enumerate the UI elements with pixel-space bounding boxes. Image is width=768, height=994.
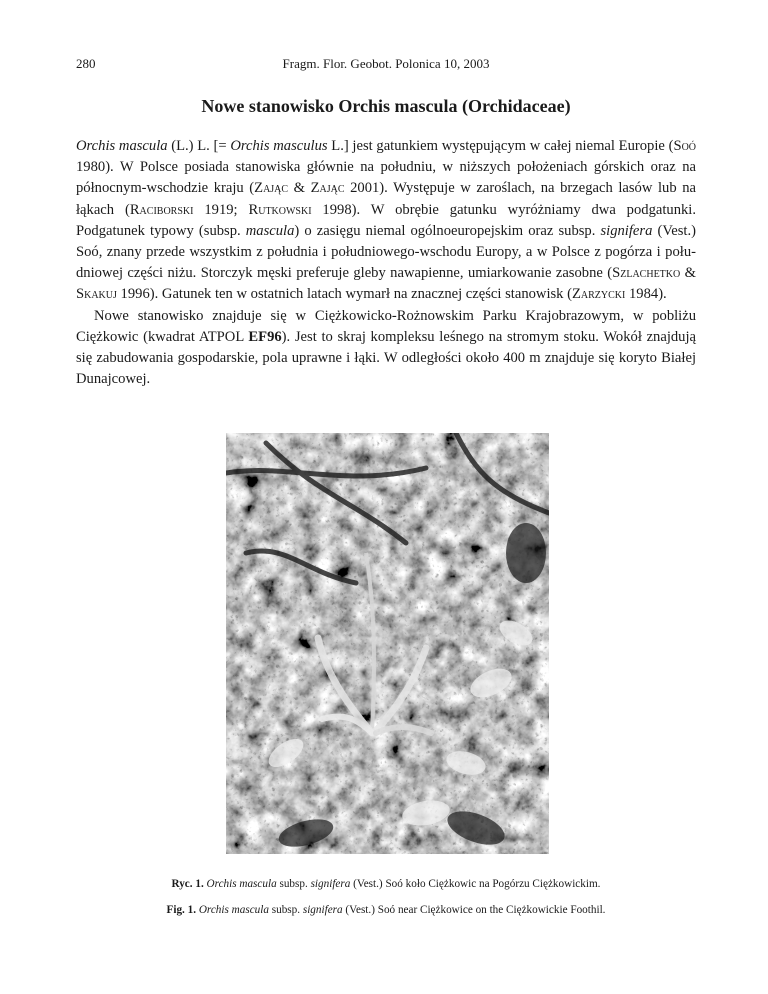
paragraph-2 [76,306,696,391]
text-run: ). Jest to skraj kompleksu leśnego na stromym stoku. Wokół znajdują się zabudowania gospodarskie, pola uprawne i łąki. W odległości około 400 m znajduje się koryto Białej Dunajcowej. [76,328,697,388]
species-name: signifera [310,878,351,890]
caption-label: Fig. 1. [166,904,197,916]
caption-english [76,904,696,916]
text-run: 2001). Występuje w zaroślach, na brzegach lasów lub na łąkach ( [76,180,696,218]
citation-author: Zając [254,180,289,197]
figure-photo [226,433,549,854]
text-run: 1980). W Polsce posiada stanowiska głównie na południu, w niższych położeniach górskich oraz na północnym-wschodzie kraju ( [76,159,696,197]
text-run: 1996). Gatunek ten w ostatnich latach wymarł na znacznej części stanowisk ( [116,286,572,303]
species-name: Orchis masculus [230,138,328,154]
text-run: & [288,180,311,197]
citation-author: Skakuj [76,286,117,303]
species-name: Orchis mascula [198,904,269,916]
citation-author: Szlachetko [612,265,681,282]
page-number: 280 [76,56,96,71]
species-name: signifera [302,904,343,916]
orchid-photo-image [226,433,549,854]
text-run: 1919; [193,201,249,218]
species-name: Orchis mascula [76,138,168,154]
citation-author: Zając [310,180,345,197]
text-run: 1984). [625,286,667,303]
article-body [76,136,696,390]
text-run: L.] jest gatunkiem występującym w całej niemal Europie ( [327,138,674,154]
citation-author: Zarzycki [572,286,626,303]
paragraph-1 [76,136,696,306]
species-name: Orchis mascula [206,878,277,890]
caption-polish [76,878,696,890]
text-run: 1998). W obrębie gatunku wyróżniamy dwa podgatunki. Podgatunek typowy (subsp. [76,201,696,239]
text-run: (Vest.) Soó koło Ciężkowic na Pogórzu Ciężkowickim. [350,878,601,890]
species-name: signifera [600,222,653,239]
citation-author: Rutkowski [248,201,312,218]
caption-label: Ryc. 1. [171,878,204,890]
text-run: ) o zasięgu niemal ogólnoeuropejskim oraz subsp. [294,222,601,239]
text-run: Nowe stanowisko znajduje się w Ciężkowicko-Rożnowskim Parku Krajobrazowym, w pobliżu Ciężkowic (kwadrat ATPOL [76,307,696,345]
text-run: subsp. [276,878,311,890]
text-run: (L.) L. [= [167,138,231,154]
text-run: (Vest.) Soó, znany przede wszystkim z południa i południowego-wschodu Europy, a w Polsce z pogórza i południowej części niżu. Storczyk męski preferuje gleby nawapienne, umiarkowanie zasobne ( [76,222,696,282]
article-title: Nowe stanowisko Orchis mascula (Orchidaceae) [201,96,571,116]
atpol-square: EF96 [248,328,282,345]
text-run: subsp. [268,904,303,916]
citation-author: Raciborski [129,201,194,218]
text-run: (Vest.) Soó near Ciężkowice on the Ciężkowickie Foothil. [342,904,606,916]
species-name: mascula [245,222,295,239]
text-run: & [680,265,697,282]
citation-author: Soó [673,138,697,154]
journal-citation: Fragm. Flor. Geobot. Polonica 10, 2003 [282,56,490,71]
